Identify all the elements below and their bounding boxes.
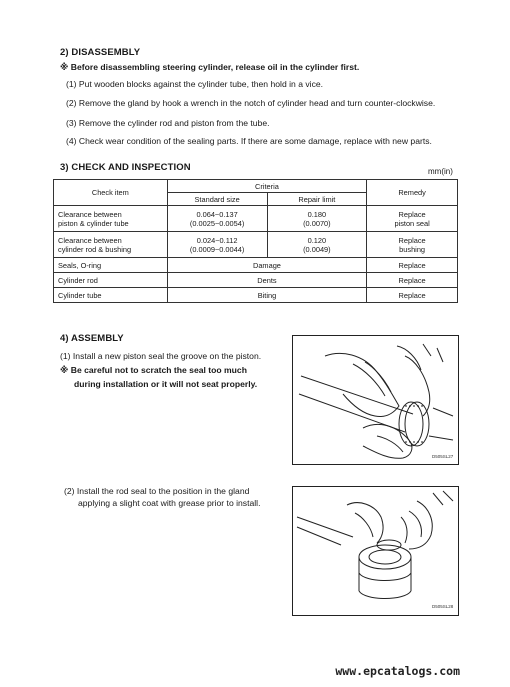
- table-row: [54, 258, 458, 273]
- header-remedy: Remedy: [367, 180, 458, 206]
- cell-standard: 0.024~0.112 (0.0009~0.0044): [167, 232, 267, 258]
- inspection-table: [53, 179, 458, 303]
- disassembly-step-3: [66, 118, 270, 129]
- table-row: [54, 232, 458, 258]
- disassembly-step-4: [66, 136, 432, 147]
- step-number: (4): [66, 136, 77, 146]
- cell-item: Cylinder rod: [54, 273, 168, 288]
- header-criteria: Criteria: [167, 180, 367, 193]
- cell-item: Clearance between piston & cylinder tube: [54, 206, 168, 232]
- cell-remedy: Replace: [367, 258, 458, 273]
- cell-remedy: Replace bushing: [367, 232, 458, 258]
- header-standard-size: Standard size: [167, 193, 267, 206]
- assembly-note-line-2: during installation or it will not seat properly.: [74, 379, 258, 389]
- note-mark: ※: [60, 62, 69, 72]
- assembly-heading: 4) ASSEMBLY: [60, 333, 124, 344]
- figure-rod-seal: [292, 486, 459, 616]
- step-text: Check wear condition of the sealing parts. If there are some damage, replace with new parts.: [78, 136, 432, 146]
- step-number: (3): [66, 118, 77, 128]
- cell-item: Seals, O-ring: [54, 258, 168, 273]
- disassembly-note-text: Before disassembling steering cylinder, release oil in the cylinder first.: [70, 62, 360, 72]
- cell-remedy: Replace: [367, 273, 458, 288]
- step-number: (2): [66, 98, 77, 108]
- cell-remedy: Replace: [367, 288, 458, 303]
- step-text: Remove the gland by hook a wrench in the notch of cylinder head and turn counter-clockwise.: [78, 98, 436, 108]
- step-text: Install a new piston seal the groove on the piston.: [72, 351, 262, 361]
- assembly-step-1: [60, 351, 261, 362]
- disassembly-step-2: [66, 98, 435, 109]
- disassembly-step-1: [66, 79, 323, 90]
- cell-criteria: Biting: [167, 288, 367, 303]
- disassembly-heading: 2) DISASSEMBLY: [60, 47, 141, 58]
- step-number: (1): [60, 351, 71, 361]
- cell-standard: 0.064~0.137 (0.0025~0.0054): [167, 206, 267, 232]
- cell-limit: 0.180 (0.0070): [267, 206, 367, 232]
- figure-piston-seal: [292, 335, 459, 465]
- step-text: Remove the cylinder rod and piston from the tube.: [78, 118, 270, 128]
- table-row: [54, 206, 458, 232]
- unit-label: mm(in): [428, 167, 453, 176]
- table-row: [54, 288, 458, 303]
- assembly-note-line-1: Be careful not to scratch the seal too much: [70, 365, 247, 375]
- step-number: (2): [64, 486, 75, 496]
- cell-item: Clearance between cylinder rod & bushing: [54, 232, 168, 258]
- header-repair-limit: Repair limit: [267, 193, 367, 206]
- figure-2-code: D505SL28: [432, 604, 454, 609]
- cell-criteria: Dents: [167, 273, 367, 288]
- footer-watermark: www.epcatalogs.com: [335, 664, 460, 678]
- figure-1-code: D505SL27: [432, 454, 454, 459]
- assembly-note: [60, 365, 247, 376]
- step-number: (1): [66, 79, 77, 89]
- cell-remedy: Replace piston seal: [367, 206, 458, 232]
- note-mark: ※: [60, 365, 69, 375]
- header-check-item: Check item: [54, 180, 168, 206]
- cell-item: Cylinder tube: [54, 288, 168, 303]
- assembly-step-2: [64, 486, 249, 497]
- cell-limit: 0.120 (0.0049): [267, 232, 367, 258]
- rod-seal-illustration: [293, 487, 458, 615]
- step-text: Install the rod seal to the position in the gland: [76, 486, 250, 496]
- inspection-heading: 3) CHECK AND INSPECTION: [60, 162, 191, 173]
- cell-criteria: Damage: [167, 258, 367, 273]
- step-text: Put wooden blocks against the cylinder tube, then hold in a vice.: [78, 79, 324, 89]
- table-row: [54, 273, 458, 288]
- piston-seal-illustration: [293, 336, 458, 464]
- assembly-step-2-line-2: applying a slight coat with grease prior to install.: [78, 498, 261, 508]
- disassembly-note: [60, 62, 359, 73]
